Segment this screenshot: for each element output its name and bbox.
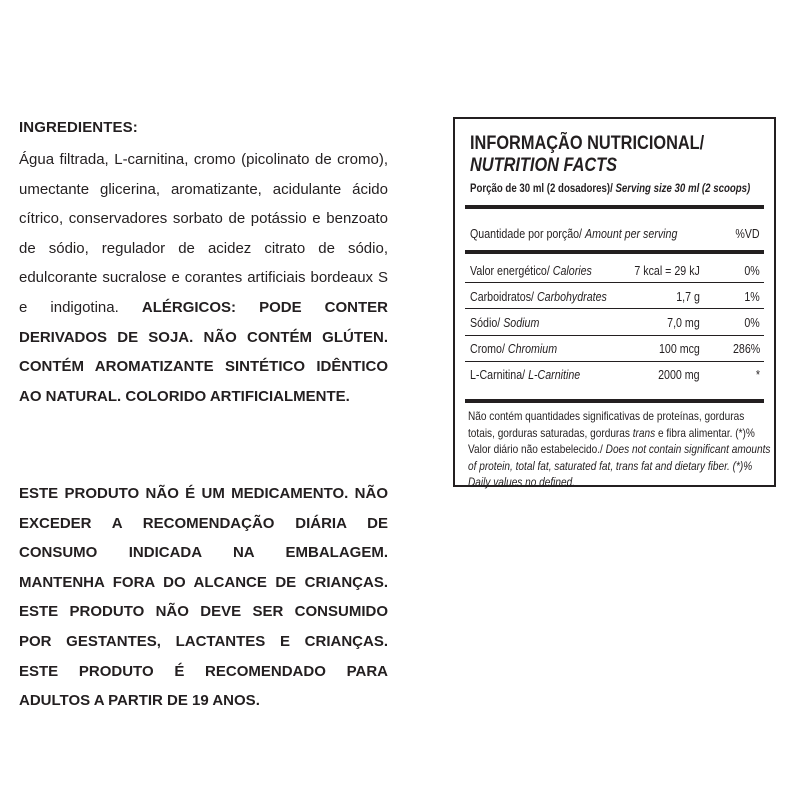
- vd-header: %VD: [735, 226, 760, 241]
- divider: [465, 361, 764, 362]
- serving-size-pt: Porção de 30 ml (2 dosadores)/: [470, 183, 616, 195]
- table-row: [470, 367, 760, 387]
- ingredients-list: Água filtrada, L-carnitina, cromo (picolinato de cromo), umectante glicerina, aromatizante, acidulante ácido cítrico, conservadores sorbato de potássio e benzoato de sódio, regulador de acidez citrato de sódio, edulcorante sucralose e corantes artificiais bordeaux S e indigotina.: [19, 151, 388, 316]
- amount-header-pt: Quantidade por porção/: [470, 226, 585, 241]
- row-amount: 2000 mg: [658, 367, 700, 382]
- row-vd: 0%: [744, 263, 760, 278]
- row-vd: 0%: [744, 315, 760, 330]
- row-vd: 286%: [732, 341, 760, 356]
- row-name-en: Sodium: [503, 315, 540, 330]
- ingredients-text: [19, 145, 388, 411]
- row-name-en: Carbohydrates: [536, 289, 607, 304]
- allergens-text: PODE CONTER DERIVADOS DE SOJA. NÃO CONTÉM GLÚTEN. CONTÉM AROMATIZANTE SINTÉTICO IDÊNTICO AO NATURAL. COLORIDO ARTIFICIALMENTE.: [19, 298, 388, 405]
- row-name-en: L-Carnitine: [528, 367, 581, 382]
- footnote-trans: trans: [632, 425, 656, 440]
- table-header: [470, 226, 760, 246]
- nutrition-title-en: NUTRITION FACTS: [470, 155, 618, 176]
- table-row: [470, 263, 760, 283]
- row-name-pt: Valor energético/: [470, 263, 553, 278]
- row-name-en: Calories: [552, 263, 592, 278]
- row-amount: 1,7 g: [676, 289, 700, 304]
- row-vd: 1%: [744, 289, 760, 304]
- row-name-pt: Sódio/: [470, 315, 504, 330]
- footnote-en: Does not contain significant amounts of protein, total fat, saturated fat, trans fat and dietary fiber. (*)% Daily values no defined.: [468, 442, 771, 489]
- table-row: [470, 315, 760, 335]
- nutrition-footnote: [468, 408, 770, 491]
- footnote-pt-1: Não contém quantidades significativas de proteínas, gorduras totais, gorduras saturadas, gorduras: [468, 409, 745, 440]
- nutrition-title-pt: INFORMAÇÃO NUTRICIONAL/: [470, 133, 705, 154]
- row-name-pt: Carboidratos/: [470, 289, 537, 304]
- allergens-label: ALÉRGICOS:: [141, 298, 237, 316]
- row-amount: 7,0 mg: [667, 315, 700, 330]
- row-vd: *: [755, 367, 760, 382]
- warning-text: ESTE PRODUTO NÃO É UM MEDICAMENTO. NÃO EXCEDER A RECOMENDAÇÃO DIÁRIA DE CONSUMO INDICADA NA EMBALAGEM. MANTENHA FORA DO ALCANCE DE CRIANÇAS. ESTE PRODUTO NÃO DEVE SER CONSUMIDO POR GESTANTES, LACTANTES E CRIANÇAS. ESTE PRODUTO É RECOMENDADO PARA ADULTOS A PARTIR DE 19 ANOS.: [19, 485, 388, 710]
- amount-header-en: Amount per serving: [584, 226, 678, 241]
- divider-thick: [465, 205, 764, 209]
- ingredients-title: INGREDIENTES:: [19, 119, 138, 136]
- ingredients-section: [19, 117, 388, 710]
- row-amount: 100 mcg: [659, 341, 700, 356]
- row-name-pt: Cromo/: [470, 341, 508, 356]
- divider: [465, 308, 764, 309]
- divider: [465, 282, 764, 283]
- nutrition-facts-box: [453, 117, 776, 487]
- divider: [465, 335, 764, 336]
- footnote-pt-2: e fibra alimentar. (*)% Valor diário não estabelecido./: [468, 425, 755, 456]
- row-amount: 7 kcal = 29 kJ: [634, 263, 700, 278]
- divider-thick: [465, 399, 764, 403]
- row-name-en: Chromium: [507, 341, 558, 356]
- row-name-pt: L-Carnitina/: [470, 367, 529, 382]
- serving-size-en: Serving size 30 ml (2 scoops): [615, 183, 751, 195]
- serving-size: [470, 183, 750, 195]
- table-row: [470, 289, 760, 309]
- table-row: [470, 341, 760, 361]
- divider-thick: [465, 250, 764, 254]
